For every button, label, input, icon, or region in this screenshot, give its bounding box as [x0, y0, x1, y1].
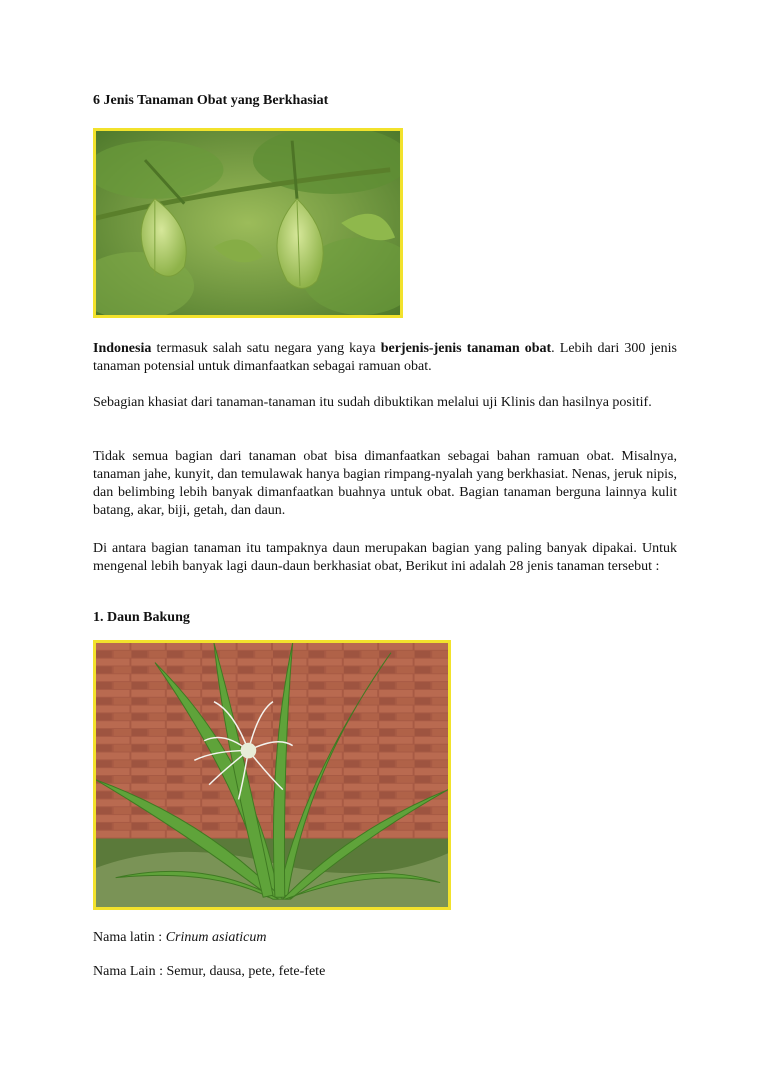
bold-tanaman-obat: berjenis-jenis tanaman obat [380, 341, 552, 356]
bold-indonesia: Indonesia [93, 341, 152, 356]
latin-name-value: Crinum asiaticum [165, 930, 267, 945]
other-name-line [93, 964, 325, 980]
intro-text-2: . Lebih dari 300 jenis tanaman potensial untuk dimanfaatkan sebagai ramuan obat. [93, 341, 677, 374]
cape-gooseberry-photo [93, 128, 403, 318]
intro-paragraph-1 [93, 340, 677, 376]
intro-paragraph-3: Tidak semua bagian dari tanaman obat bisa dimanfaatkan sebagai bahan ramuan obat. Misalnya, tanaman jahe, kunyit, dan temulawak hanya bagian rimpang-nyalah yang berkhasiat. Nenas, jeruk nipis, dan belimbing lebih banyak dimanfaatkan buahnya untuk obat. Bagian tanaman berguna lainnya kulit batang, akar, biji, getah, dan daun. [93, 449, 677, 518]
section-heading-daun-bakung: 1. Daun Bakung [93, 610, 190, 625]
other-name-label: Nama Lain : [93, 964, 167, 979]
intro-text-1: termasuk salah satu negara yang kaya [151, 341, 381, 356]
document-title: 6 Jenis Tanaman Obat yang Berkhasiat [93, 93, 329, 108]
daun-bakung-photo [93, 640, 451, 910]
latin-name-label: Nama latin : [93, 930, 166, 945]
intro-paragraph-2: Sebagian khasiat dari tanaman-tanaman itu sudah dibuktikan melalui uji Klinis dan hasilnya positif. [93, 395, 652, 410]
intro-paragraph-4: Di antara bagian tanaman itu tampaknya daun merupakan bagian yang paling banyak dipakai. Untuk mengenal lebih banyak lagi daun-daun berkhasiat obat, Berikut ini adalah 28 jenis tanaman tersebut : [93, 541, 677, 574]
latin-name-line [93, 930, 266, 946]
other-name-value: Semur, dausa, pete, fete-fete [166, 964, 326, 979]
